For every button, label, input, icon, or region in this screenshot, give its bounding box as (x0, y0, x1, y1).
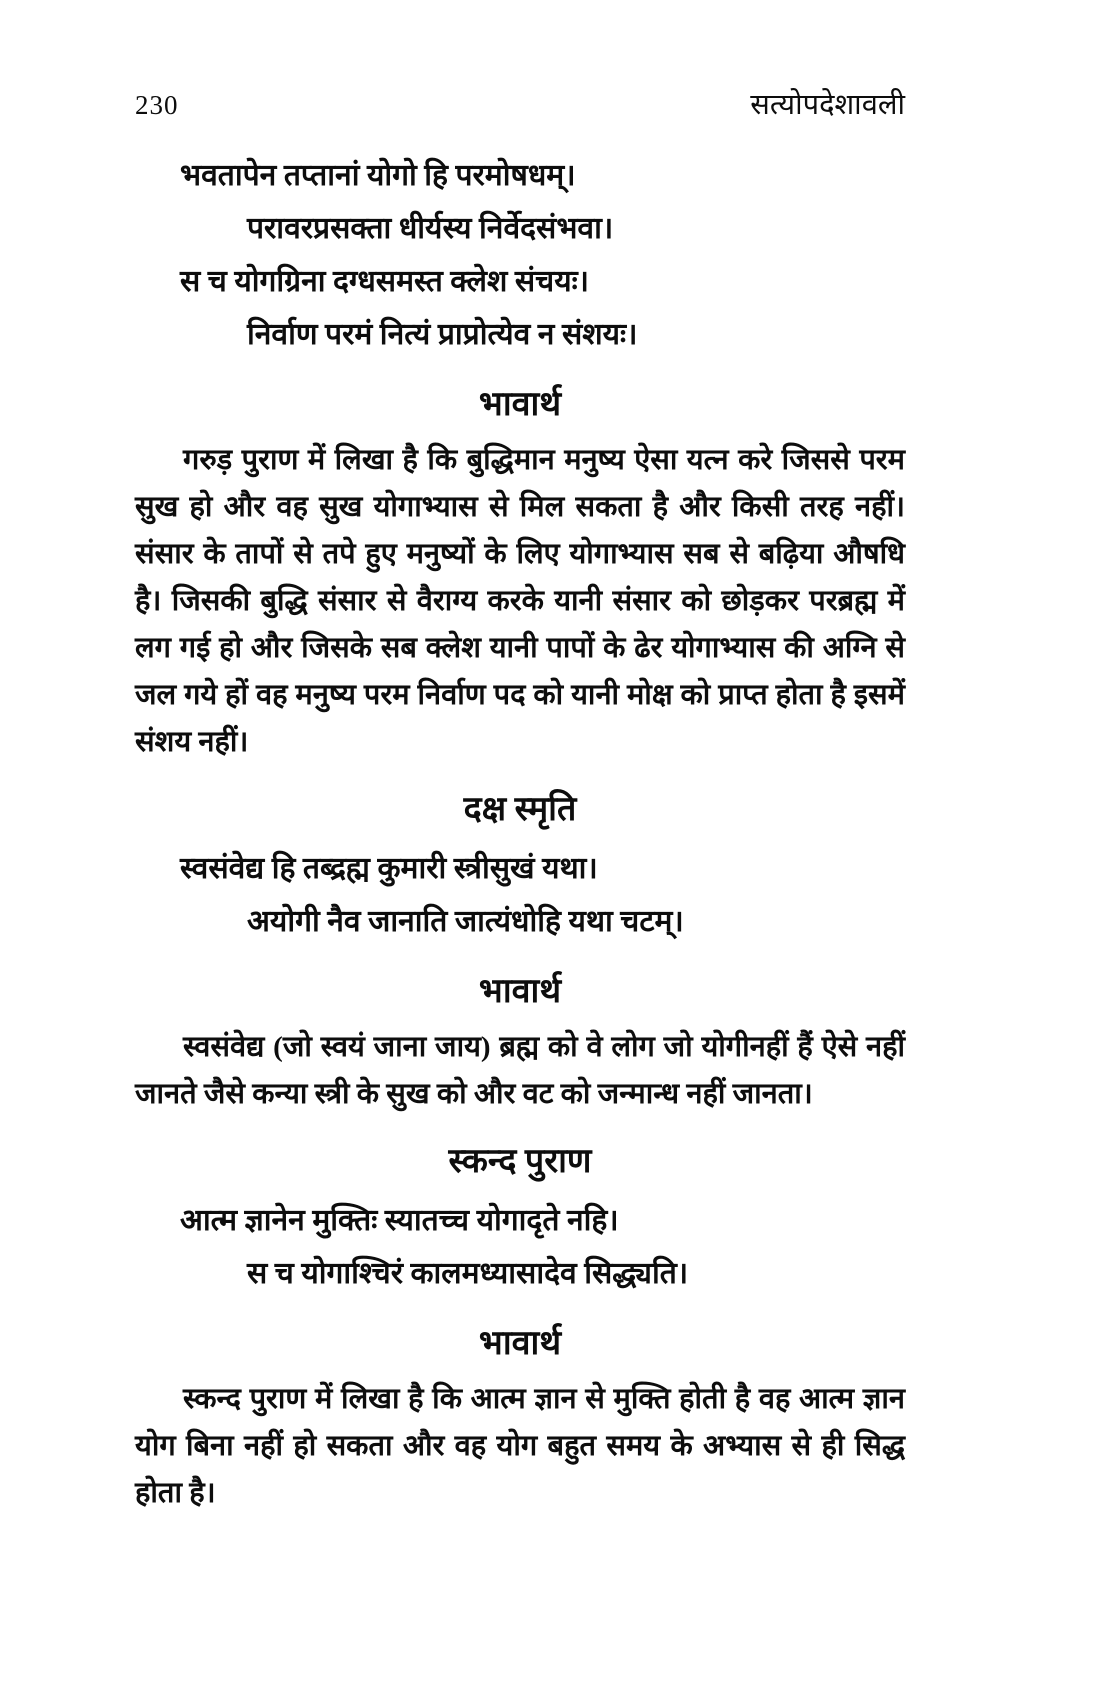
paragraph-bhavarth-1: गरुड़ पुराण में लिखा है कि बुद्धिमान मनुष्य ऐसा यत्न करे जिससे परम सुख हो और वह सुख योगाभ्यास से मिल सकता है और किसी तरह नहीं। संसार के तापों से तपे हुए मनुष्यों के लिए योगाभ्यास सब से बढ़िया औषधि है। जिसकी बुद्धि संसार से वैराग्य करके यानी संसार को छोड़कर परब्रह्म में लग गई हो और जिसके सब क्लेश यानी पापों के ढेर योगाभ्यास की अग्नि से जल गये हों वह मनुष्य परम निर्वाण पद को यानी मोक्ष को प्राप्त होता है इसमें संशय नहीं। (135, 444, 905, 758)
verse-group-garud-puran (135, 149, 905, 361)
heading-bhavarth-2: भावार्थ (478, 973, 562, 1010)
verse-line: अयोगी नैव जानाति जात्यंधोहि यथा चटम्। (247, 905, 684, 938)
paragraph-bhavarth-2: स्वसंवेद्य (जो स्वयं जाना जाय) ब्रह्म को वे लोग जो योगीनहीं हैं ऐसे नहीं जानते जैसे कन्या स्त्री के सुख को और वट को जन्मान्ध नहीं जानता। (135, 1031, 905, 1110)
page-number: 230 (135, 90, 179, 120)
verse-line: स्वसंवेद्य हि तब्द्रह्म कुमारी स्त्रीसुखं यथा। (180, 852, 598, 885)
running-header (135, 84, 905, 123)
heading-bhavarth-3: भावार्थ (478, 1325, 562, 1362)
paragraph-bhavarth-3: स्कन्द पुराण में लिखा है कि आत्म ज्ञान से मुक्ति होती है वह आत्म ज्ञान योग बिना नहीं हो सकता और वह योग बहुत समय के अभ्यास से ही सिद्ध होता है। (135, 1383, 905, 1509)
book-title: सत्योपदेशावली (750, 89, 905, 121)
verse-line: निर्वाण परमं नित्यं प्राप्रोत्येव न संशयः। (247, 318, 638, 351)
verse-group-skand-puran (135, 1194, 905, 1300)
verse-group-daksh-smriti (135, 842, 905, 948)
verse-line: स च योगाश्चिरं कालमध्यासादेव सिद्ध्यति। (247, 1257, 689, 1290)
heading-skand-puran: स्कन्द पुराण (448, 1143, 592, 1180)
heading-bhavarth-1: भावार्थ (478, 386, 562, 423)
verse-line: परावरप्रसक्ता धीर्यस्य निर्वेदसंभवा। (247, 212, 614, 245)
heading-daksh-smriti: दक्ष स्मृति (463, 791, 577, 828)
verse-line: भवतापेन तप्तानां योगो हि परमोषधम्। (180, 159, 576, 192)
verse-line: आत्म ज्ञानेन मुक्तिः स्यातच्च योगादृते नहि। (180, 1204, 619, 1237)
verse-line: स च योगग्रिना दग्धसमस्त क्लेश संचयः। (180, 265, 590, 298)
